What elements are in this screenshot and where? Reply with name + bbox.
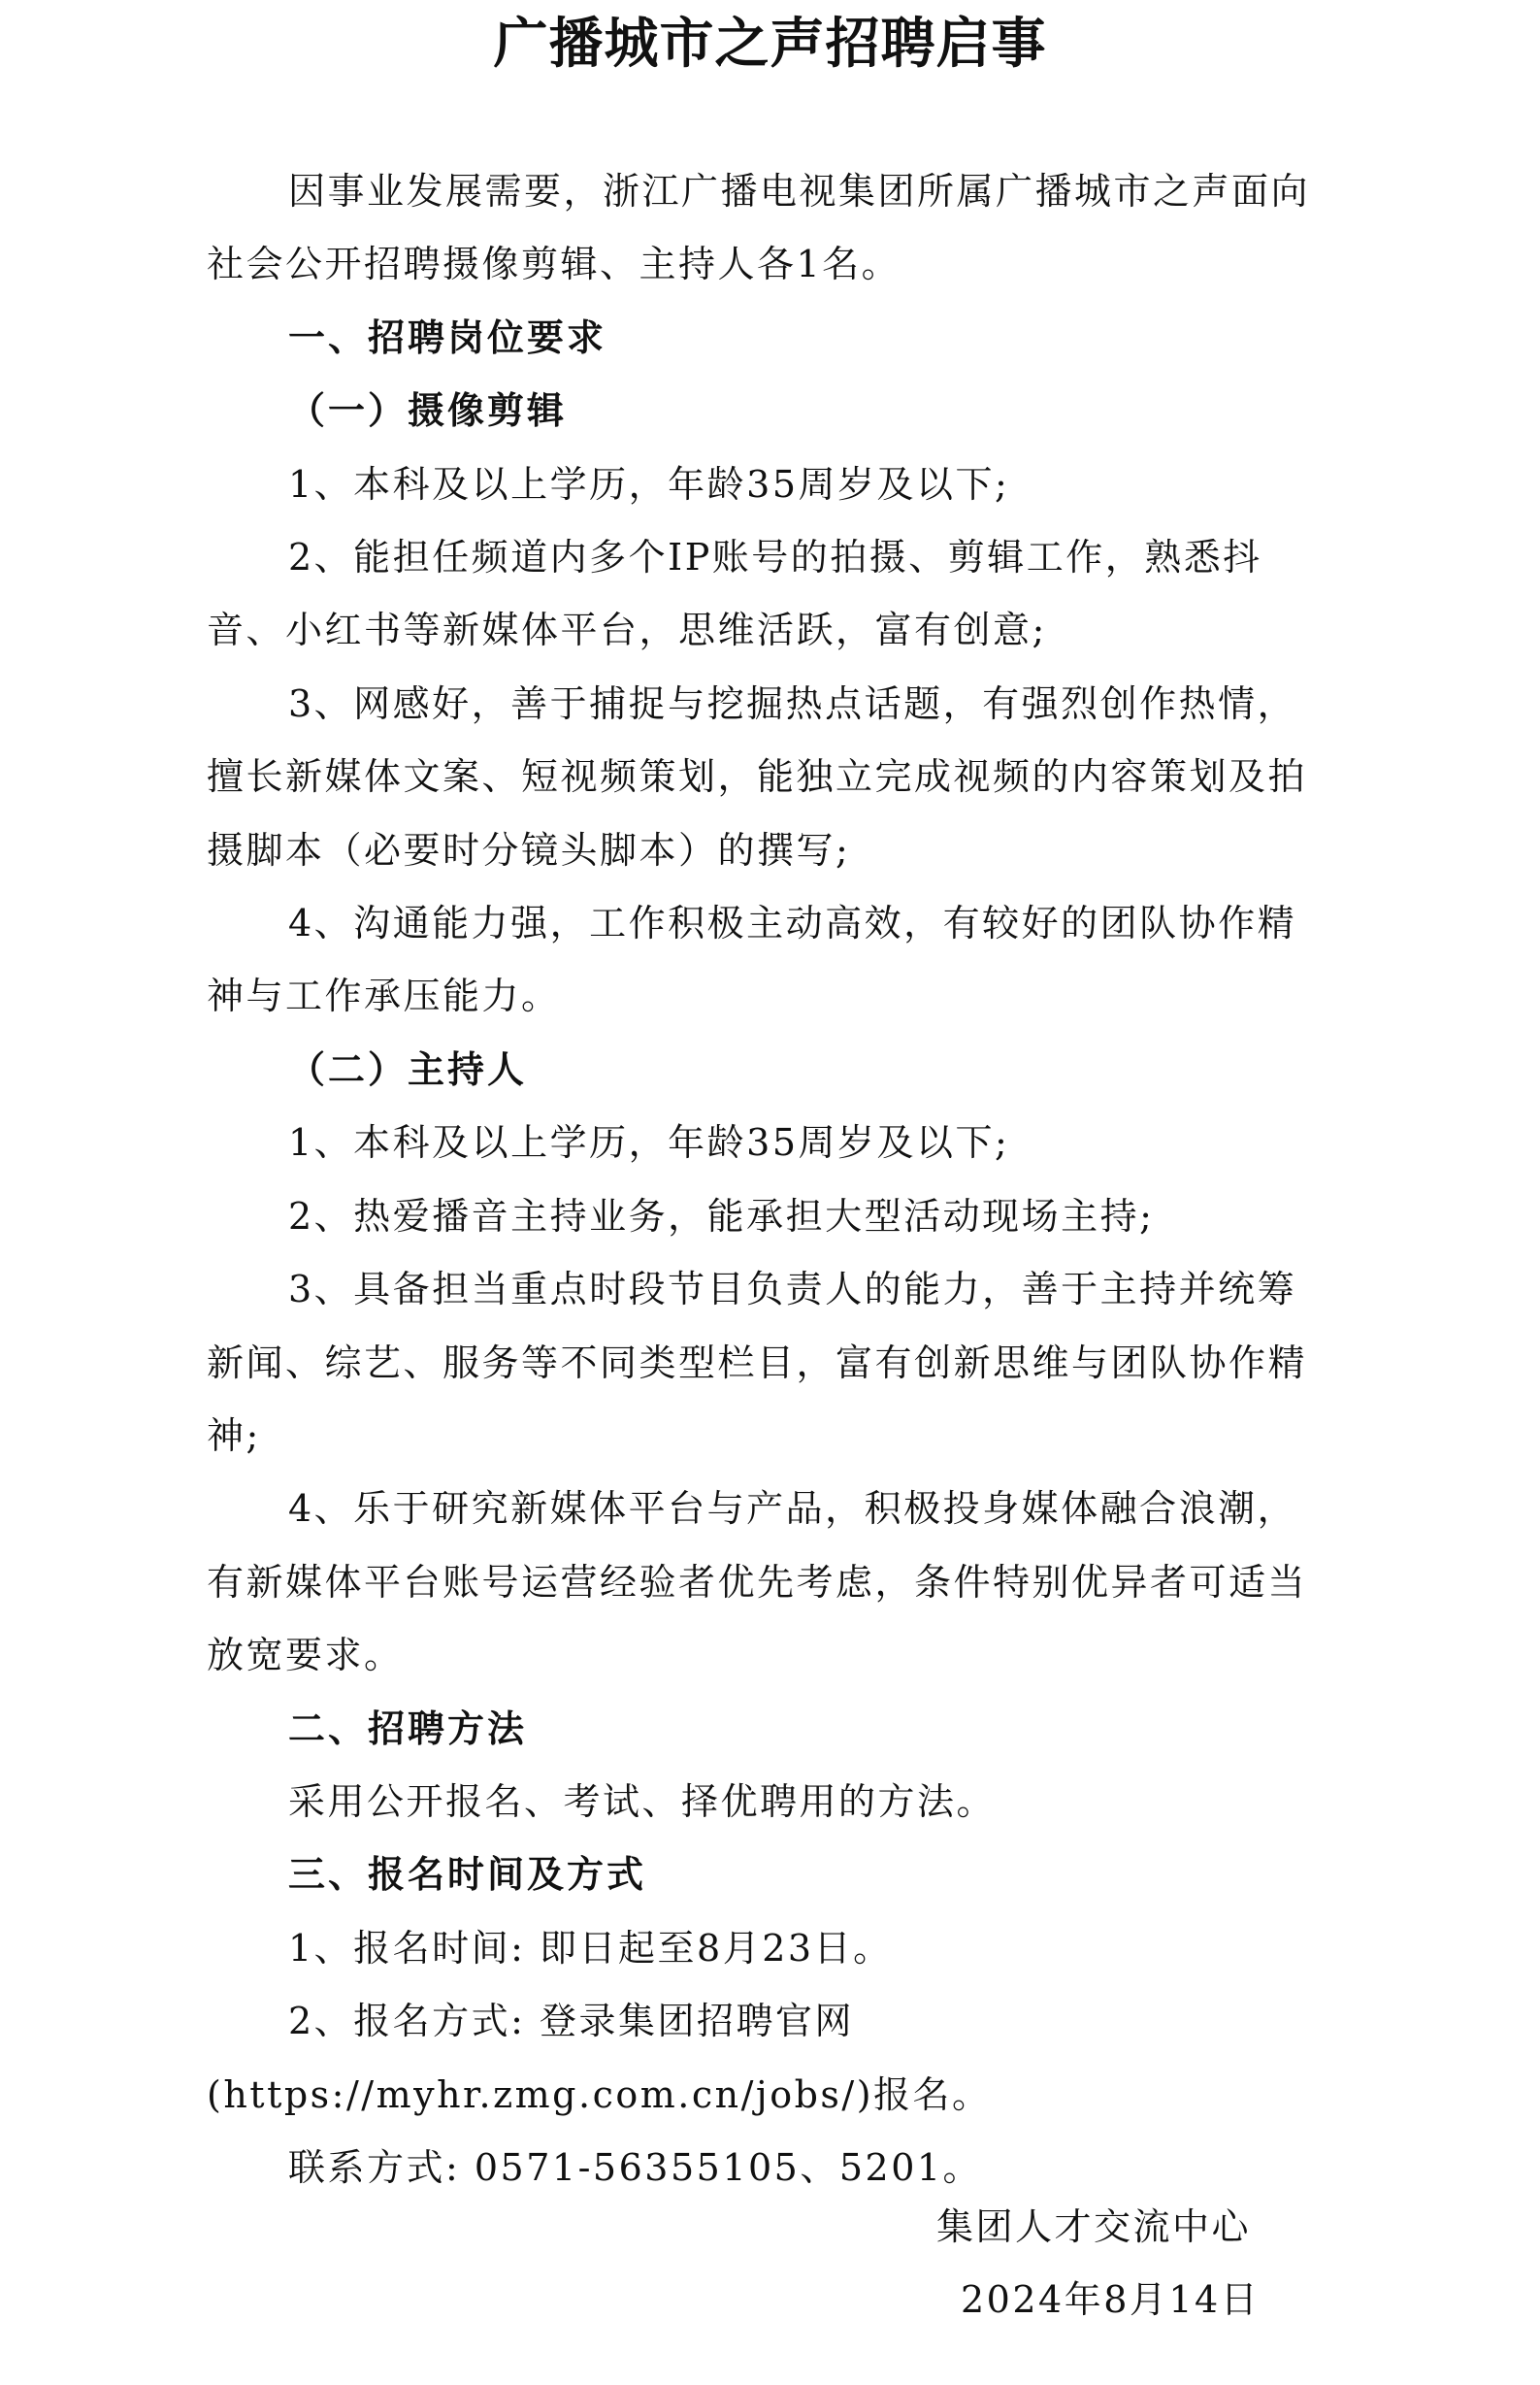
document-title: 广播城市之声招聘启事 <box>493 13 1047 76</box>
host-item-4: 4、乐于研究新媒体平台与产品，积极投身媒体融合浪潮，有新媒体平台账号运营经验者优先考虑，条件特别优异者可适当放宽要求。 <box>207 1487 1308 1677</box>
host-item-1: 1、本科及以上学历，年龄35周岁及以下; <box>288 1121 1010 1165</box>
registration-time: 1、报名时间: 即日起至8月23日。 <box>288 1926 893 1970</box>
registration-method: 2、报名方式: 登录集团招聘官网(https://myhr.zmg.com.cn/jobs/)报名。 <box>207 2000 992 2116</box>
document-body <box>207 155 1323 2204</box>
section-heading-requirements: 一、招聘岗位要求 <box>288 315 607 359</box>
signature-block <box>932 2191 1320 2336</box>
subsection-heading-host: （二）主持人 <box>288 1047 528 1091</box>
intro-paragraph: 因事业发展需要，浙江广播电视集团所属广播城市之声面向社会公开招聘摄像剪辑、主持人各1名。 <box>207 170 1311 286</box>
camera-editor-item-3: 3、网感好，善于捕捉与挖掘热点话题，有强烈创作热情，擅长新媒体文案、短视频策划，能独立完成视频的内容策划及拍摄脚本（必要时分镜头脚本）的撰写; <box>207 681 1308 872</box>
host-item-3: 3、具备担当重点时段节目负责人的能力，善于主持并统筹新闻、综艺、服务等不同类型栏目，富有创新思维与团队协作精神; <box>207 1268 1308 1457</box>
host-item-2: 2、热爱播音主持业务，能承担大型活动现场主持; <box>288 1194 1155 1238</box>
method-paragraph: 采用公开报名、考试、择优聘用的方法。 <box>288 1779 997 1823</box>
subsection-heading-camera-editor: （一）摄像剪辑 <box>288 389 568 433</box>
signature-date: 2024年8月14日 <box>961 2278 1261 2321</box>
camera-editor-item-2: 2、能担任频道内多个IP账号的拍摄、剪辑工作，熟悉抖音、小红书等新媒体平台，思维活跃，富有创意; <box>207 536 1262 652</box>
camera-editor-item-4: 4、沟通能力强，工作积极主动高效，有较好的团队协作精神与工作承压能力。 <box>207 902 1297 1018</box>
section-heading-registration: 三、报名时间及方式 <box>288 1853 647 1897</box>
signature-organization: 集团人才交流中心 <box>936 2205 1252 2248</box>
section-heading-method: 二、招聘方法 <box>288 1706 528 1750</box>
contact-info: 联系方式: 0571-56355105、5201。 <box>288 2145 983 2189</box>
camera-editor-item-1: 1、本科及以上学历，年龄35周岁及以下; <box>288 462 1010 506</box>
